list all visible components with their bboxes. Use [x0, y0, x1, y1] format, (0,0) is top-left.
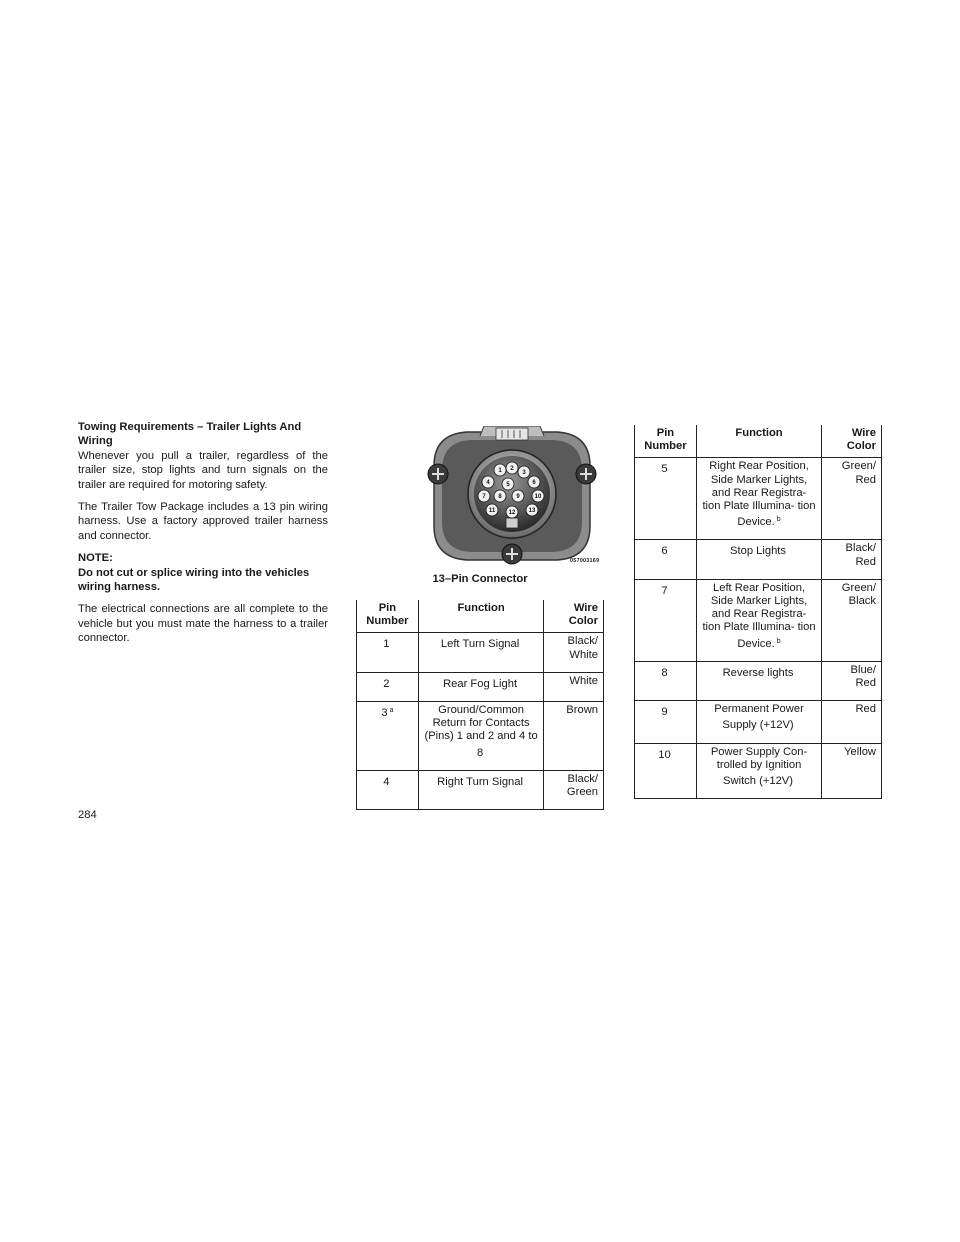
- pin-cell: 9: [635, 701, 697, 743]
- table-row: [357, 672, 604, 701]
- table-row: [635, 458, 882, 540]
- table-row: [635, 540, 882, 579]
- note-label: NOTE:: [78, 552, 113, 565]
- figure-caption: 13–Pin Connector: [432, 573, 528, 585]
- text-column: [78, 420, 328, 654]
- pin-label: 8: [498, 494, 502, 501]
- function-cell: Permanent Power Supply (+12V): [696, 701, 821, 743]
- function-cell: Power Supply Con- trolled by Ignition Switch (+12V): [696, 743, 821, 799]
- wire-color-cell: Green/ Red: [822, 458, 882, 540]
- pin-table-1: [356, 600, 604, 810]
- table-row: [635, 743, 882, 799]
- pin-cell: 5: [635, 458, 697, 540]
- pin-label: 10: [534, 494, 542, 501]
- screw-bottom: [502, 544, 522, 564]
- pin-cell: 10: [635, 743, 697, 799]
- footnote-marker: a: [389, 707, 394, 715]
- pin-label: 4: [486, 480, 490, 487]
- wire-color-cell: Blue/ Red: [822, 661, 882, 700]
- header-function: Function: [418, 600, 543, 633]
- intro-paragraph: Whenever you pull a trailer, regardless of the trailer size, stop lights and turn signals on the trailer are required for motoring safety.: [78, 449, 328, 491]
- table-row: [635, 701, 882, 743]
- pin-label: 5: [506, 482, 510, 489]
- pin-cell: 8: [635, 661, 697, 700]
- figure-code: 057003169: [570, 558, 600, 564]
- table-row: [635, 661, 882, 700]
- section-heading: Towing Requirements – Trailer Lights And Wiring: [78, 421, 302, 448]
- note-text: Do not cut or splice wiring into the vehicles wiring harness.: [78, 566, 310, 594]
- wire-color-cell: Black/ Green: [544, 770, 604, 809]
- pin-label: 1: [498, 468, 502, 475]
- pin-table-2: [634, 425, 882, 799]
- pin-cell: 6: [635, 540, 697, 579]
- footnote-marker: b: [776, 516, 781, 524]
- function-cell: Left Rear Position, Side Marker Lights, and Rear Registra- tion Plate Illumina- tion Device. $^b$: [696, 579, 821, 661]
- pin-label: 3: [522, 470, 526, 477]
- function-cell: Reverse lights: [696, 661, 821, 700]
- table-row: [357, 770, 604, 809]
- table-row: [357, 702, 604, 771]
- final-paragraph: The electrical connections are all complete to the vehicle but you must mate the harness to a trailer connector.: [78, 603, 328, 645]
- package-paragraph: The Trailer Tow Package includes a 13 pin wiring harness. Use a factory approved trailer harness and connector.: [78, 501, 328, 542]
- pin-label: 13: [528, 508, 536, 515]
- function-cell: Left Turn Signal: [418, 633, 543, 672]
- wire-color-cell: White: [544, 672, 604, 701]
- pin-cell: 2: [357, 672, 419, 701]
- function-cell: Right Rear Position, Side Marker Lights, and Rear Registra- tion Plate Illumina- tion Device. $^b$: [696, 458, 821, 540]
- function-cell: Ground/Common Return for Contacts (Pins) 1 and 2 and 4 to 8: [418, 702, 543, 771]
- function-cell: Stop Lights: [696, 540, 821, 579]
- wire-color-cell: Green/ Black: [822, 579, 882, 661]
- footnote-marker: b: [776, 637, 781, 645]
- pin-label: 2: [510, 466, 514, 473]
- wire-color-cell: Brown: [544, 702, 604, 771]
- pin-cell: 3 $^a$: [357, 702, 419, 771]
- page-number: 284: [78, 809, 97, 821]
- screw-left: [428, 464, 448, 484]
- wire-color-cell: Black/ White: [544, 633, 604, 672]
- wire-color-cell: Red: [822, 701, 882, 743]
- pin-cell: 7: [635, 579, 697, 661]
- header-pin-number: Pin Number: [357, 600, 419, 633]
- table-row: [357, 633, 604, 672]
- wire-color-cell: Yellow: [822, 743, 882, 799]
- pin-cell: 1: [357, 633, 419, 672]
- pin-cell: 4: [357, 770, 419, 809]
- pin-label: 11: [488, 508, 496, 515]
- pin-label: 9: [516, 494, 520, 501]
- header-wire-color: Wire Color: [544, 600, 604, 633]
- pin-label: 7: [482, 494, 486, 501]
- pin-label: 6: [532, 480, 536, 487]
- connector-illustration: [412, 426, 612, 568]
- pin-label: 12: [508, 510, 516, 517]
- header-function: Function: [696, 425, 821, 458]
- wire-color-cell: Black/ Red: [822, 540, 882, 579]
- table-row: [635, 579, 882, 661]
- header-pin-number: Pin Number: [635, 425, 697, 458]
- header-wire-color: Wire Color: [822, 425, 882, 458]
- screw-right: [576, 464, 596, 484]
- function-cell: Right Turn Signal: [418, 770, 543, 809]
- function-cell: Rear Fog Light: [418, 672, 543, 701]
